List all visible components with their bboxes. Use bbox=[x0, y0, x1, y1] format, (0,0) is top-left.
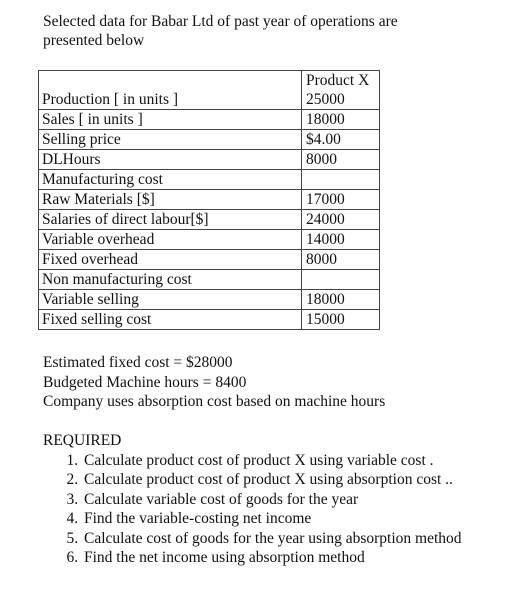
table-header-empty-cell bbox=[39, 71, 302, 91]
list-item: 2. Calculate product cost of product X using absorption cost .. bbox=[82, 470, 462, 490]
row-label: Fixed selling cost bbox=[39, 310, 302, 330]
list-item: 5. Calculate cost of goods for the year using absorption method bbox=[82, 529, 462, 549]
list-item: 6. Find the net income using absorption method bbox=[82, 548, 462, 568]
row-label: Salaries of direct labour[$] bbox=[39, 210, 302, 230]
row-label: Variable overhead bbox=[39, 230, 302, 250]
row-label: Selling price bbox=[39, 130, 302, 150]
table-row bbox=[39, 170, 380, 190]
row-label: Raw Materials [$] bbox=[39, 190, 302, 210]
row-label: DLHours bbox=[39, 150, 302, 170]
row-value: 14000 bbox=[302, 230, 380, 250]
list-item: 1. Calculate product cost of product X using variable cost . bbox=[82, 451, 462, 471]
row-value: 8000 bbox=[302, 250, 380, 270]
row-value bbox=[302, 270, 380, 290]
row-value: 18000 bbox=[302, 110, 380, 130]
row-label: Non manufacturing cost bbox=[39, 270, 302, 290]
table-row bbox=[39, 190, 380, 210]
table-column-header: Product X bbox=[302, 71, 380, 91]
required-section bbox=[43, 431, 462, 568]
row-label: Sales [ in units ] bbox=[39, 110, 302, 130]
row-value: 8000 bbox=[302, 150, 380, 170]
row-label: Fixed overhead bbox=[39, 250, 302, 270]
table-row bbox=[39, 90, 380, 110]
table-header-row bbox=[39, 71, 380, 91]
row-value: $4.00 bbox=[302, 130, 380, 150]
intro-text bbox=[43, 12, 483, 51]
row-value: 24000 bbox=[302, 210, 380, 230]
list-item: 3. Calculate variable cost of goods for the year bbox=[82, 490, 462, 510]
note-fixed-cost: Estimated fixed cost = $28000 bbox=[43, 354, 233, 371]
table-row bbox=[39, 230, 380, 250]
table-row bbox=[39, 250, 380, 270]
row-label: Production [ in units ] bbox=[39, 90, 302, 110]
data-table bbox=[38, 70, 380, 330]
table-row bbox=[39, 150, 380, 170]
table-row bbox=[39, 110, 380, 130]
intro-line-2: presented below bbox=[43, 32, 145, 50]
row-value: 18000 bbox=[302, 290, 380, 310]
table-row bbox=[39, 210, 380, 230]
table-row bbox=[39, 310, 380, 330]
required-heading: REQUIRED bbox=[43, 432, 122, 449]
intro-line-1: Selected data for Babar Ltd of past year of operations are bbox=[43, 13, 398, 30]
row-value: 25000 bbox=[302, 90, 380, 110]
notes-block bbox=[43, 353, 385, 412]
row-value bbox=[302, 170, 380, 190]
required-list bbox=[43, 451, 462, 568]
row-label: Variable selling bbox=[39, 290, 302, 310]
list-item: 4. Find the variable-costing net income bbox=[82, 509, 462, 529]
table-row bbox=[39, 130, 380, 150]
note-costing-method: Company uses absorption cost based on machine hours bbox=[43, 393, 386, 410]
row-value: 15000 bbox=[302, 310, 380, 330]
note-machine-hours: Budgeted Machine hours = 8400 bbox=[43, 373, 247, 391]
row-label: Manufacturing cost bbox=[39, 170, 302, 190]
table-row bbox=[39, 270, 380, 290]
table-row bbox=[39, 290, 380, 310]
row-value: 17000 bbox=[302, 190, 380, 210]
